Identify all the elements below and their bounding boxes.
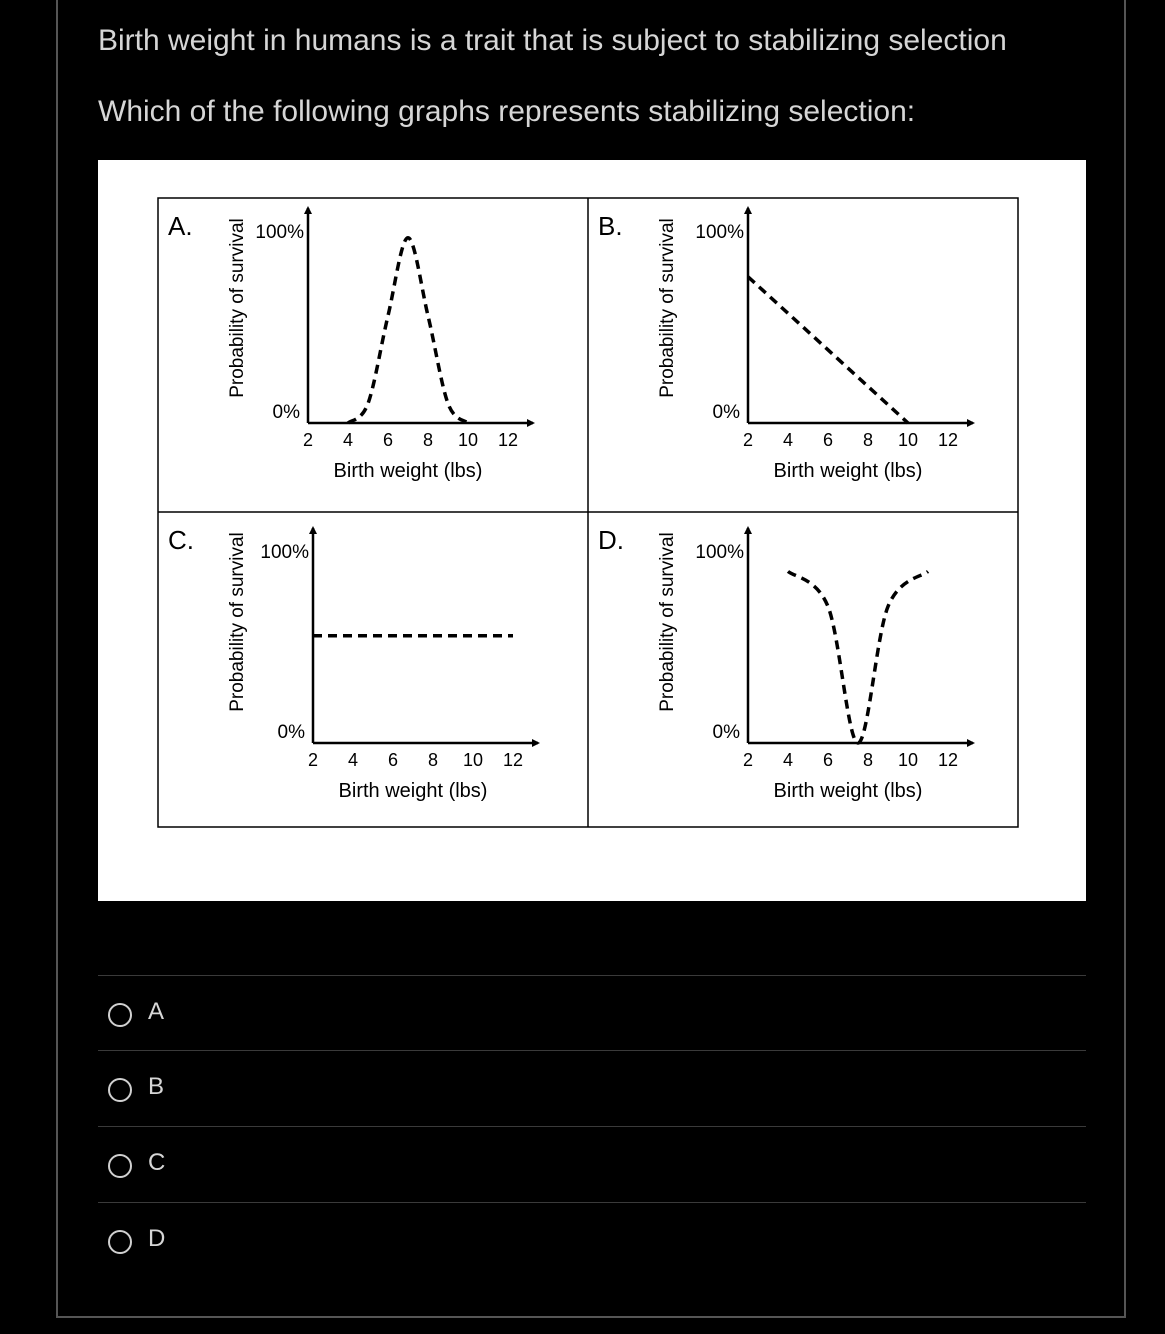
panel-d-xtick-8: 8 xyxy=(862,750,874,770)
panel-c-ylabel: Probability of survival xyxy=(227,532,248,712)
panel-c-xtick-8: 8 xyxy=(427,750,439,770)
option-b[interactable] xyxy=(98,1050,1086,1126)
radio-b[interactable] xyxy=(108,1078,132,1102)
panel-d-ylabel: Probability of survival xyxy=(657,532,678,712)
panel-b-ytick-top: 100% xyxy=(695,222,744,243)
panel-b-ytick-bottom: 0% xyxy=(712,402,740,423)
panel-a-ytick-top: 100% xyxy=(255,222,304,243)
panel-a-xtick-6: 6 xyxy=(382,430,394,450)
radio-d[interactable] xyxy=(108,1230,132,1254)
panel-d-xtick-10: 10 xyxy=(897,750,919,770)
panel-b-xtick-2: 2 xyxy=(742,430,754,450)
panel-d-xtick-2: 2 xyxy=(742,750,754,770)
panel-b-xlabel: Birth weight (lbs) xyxy=(773,460,923,482)
option-a-label: A xyxy=(148,998,165,1025)
panel-a-xtick-12: 12 xyxy=(497,430,519,450)
graphs-svg xyxy=(98,160,1086,901)
panel-d-ytick-bottom: 0% xyxy=(712,722,740,743)
panel-a-ytick-bottom: 0% xyxy=(272,402,300,423)
panel-c-xtick-6: 6 xyxy=(387,750,399,770)
panel-b-xtick-4: 4 xyxy=(782,430,794,450)
panel-d-ytick-top: 100% xyxy=(695,542,744,563)
panel-b-survival-curve xyxy=(748,277,908,423)
option-d[interactable] xyxy=(98,1202,1086,1278)
panel-c-ytick-bottom: 0% xyxy=(277,722,305,743)
panel-c-xtick-12: 12 xyxy=(502,750,524,770)
question-text: Birth weight in humans is a trait that is subject to stabilizing selection xyxy=(98,24,1007,57)
panel-a-ylabel: Probability of survival xyxy=(227,218,248,398)
panel-b-ylabel: Probability of survival xyxy=(657,218,678,398)
panel-a-letter: A. xyxy=(168,211,193,241)
panel-d-survival-curve xyxy=(788,571,928,743)
panel-c-ytick-top: 100% xyxy=(260,542,309,563)
option-a[interactable] xyxy=(98,975,1086,1051)
option-b-label: B xyxy=(148,1073,165,1100)
option-d-label: D xyxy=(148,1225,166,1252)
panel-b-letter: B. xyxy=(598,211,623,241)
panel-c-xtick-10: 10 xyxy=(462,750,484,770)
panel-a-survival-curve xyxy=(348,238,468,423)
panel-a-xlabel: Birth weight (lbs) xyxy=(333,460,483,482)
radio-c[interactable] xyxy=(108,1154,132,1178)
panel-d-xtick-12: 12 xyxy=(937,750,959,770)
panel-c-xlabel: Birth weight (lbs) xyxy=(338,780,488,802)
option-c[interactable] xyxy=(98,1126,1086,1202)
panel-c-letter: C. xyxy=(168,525,194,555)
panel-c-xtick-2: 2 xyxy=(307,750,319,770)
panel-d-xtick-6: 6 xyxy=(822,750,834,770)
panel-b-xtick-8: 8 xyxy=(862,430,874,450)
panel-a-xtick-2: 2 xyxy=(302,430,314,450)
option-c-label: C xyxy=(148,1149,166,1176)
panel-d-xlabel: Birth weight (lbs) xyxy=(773,780,923,802)
panel-d-xtick-4: 4 xyxy=(782,750,794,770)
radio-a[interactable] xyxy=(108,1003,132,1027)
panel-a-xtick-4: 4 xyxy=(342,430,354,450)
panel-b-xtick-10: 10 xyxy=(897,430,919,450)
panel-c-xtick-4: 4 xyxy=(347,750,359,770)
panel-a-xtick-10: 10 xyxy=(457,430,479,450)
panel-a-xtick-8: 8 xyxy=(422,430,434,450)
graphs-figure xyxy=(98,160,1086,901)
panel-b-xtick-6: 6 xyxy=(822,430,834,450)
panel-d-letter: D. xyxy=(598,525,624,555)
question-prompt: Which of the following graphs represents stabilizing selection: xyxy=(98,95,916,128)
panel-b-xtick-12: 12 xyxy=(937,430,959,450)
